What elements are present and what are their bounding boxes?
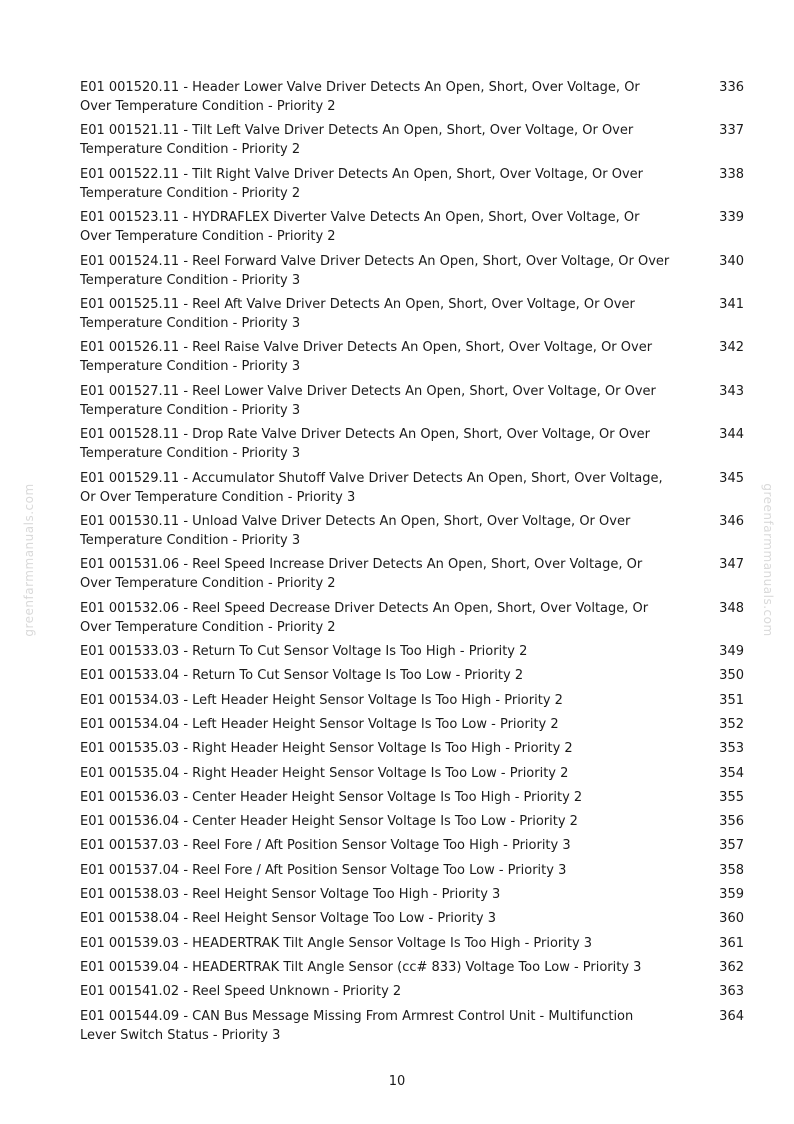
toc-entry-title: E01 001529.11 - Accumulator Shutoff Valve Driver Detects An Open, Short, Over Voltage, Or Over Temperature Condition - Priority 3 — [80, 470, 663, 505]
toc-entry-title: E01 001526.11 - Reel Raise Valve Driver Detects An Open, Short, Over Voltage, Or Over Temperature Condition - Priority 3 — [80, 340, 653, 375]
toc-entry-page: 364 — [719, 1008, 744, 1024]
toc-entry-page: 344 — [719, 427, 744, 443]
toc-entry[interactable] — [80, 425, 744, 468]
toc-entry-title: E01 001534.03 - Left Header Height Sensor Voltage Is Too High - Priority 2 — [80, 692, 563, 708]
toc-entry[interactable] — [80, 78, 744, 121]
toc-entry-title: E01 001534.04 - Left Header Height Sensor Voltage Is Too Low - Priority 2 — [80, 716, 559, 732]
toc-entry[interactable] — [80, 382, 744, 425]
toc-entry-title: E01 001537.04 - Reel Fore / Aft Position Sensor Voltage Too Low - Priority 3 — [80, 862, 567, 878]
toc-entry-title: E01 001527.11 - Reel Lower Valve Driver Detects An Open, Short, Over Voltage, Or Over Temperature Condition - Priority 3 — [80, 383, 656, 418]
toc-entry-page: 350 — [719, 668, 744, 684]
toc-entry-title: E01 001539.04 - HEADERTRAK Tilt Angle Sensor (cc# 833) Voltage Too Low - Priority 3 — [80, 959, 642, 975]
toc-entry-page: 354 — [719, 765, 744, 781]
toc-entry-page: 341 — [719, 296, 744, 312]
toc-entry[interactable] — [80, 1007, 744, 1050]
toc-entry-page: 343 — [719, 383, 744, 399]
toc-entry-title: E01 001525.11 - Reel Aft Valve Driver Detects An Open, Short, Over Voltage, Or Over Temperature Condition - Priority 3 — [80, 296, 635, 331]
toc-entry-title: E01 001538.04 - Reel Height Sensor Voltage Too Low - Priority 3 — [80, 911, 497, 927]
toc-entry[interactable] — [80, 764, 744, 788]
toc-entry-title: E01 001539.03 - HEADERTRAK Tilt Angle Sensor Voltage Is Too High - Priority 3 — [80, 935, 593, 951]
toc-entry[interactable] — [80, 982, 744, 1006]
page-number: 10 — [388, 1074, 406, 1089]
toc-entry-page: 360 — [719, 911, 744, 927]
toc-entry-title: E01 001535.03 - Right Header Height Sensor Voltage Is Too High - Priority 2 — [80, 741, 573, 757]
toc-entry[interactable] — [80, 958, 744, 982]
toc-entry-title: E01 001530.11 - Unload Valve Driver Detects An Open, Short, Over Voltage, Or Over Temperature Condition - Priority 3 — [80, 513, 631, 548]
toc-entry-page: 353 — [719, 741, 744, 757]
toc-entry-title: E01 001524.11 - Reel Forward Valve Driver Detects An Open, Short, Over Voltage, Or Over Temperature Condition - Priority 3 — [80, 253, 670, 288]
toc-entry-page: 352 — [719, 716, 744, 732]
toc-entry[interactable] — [80, 812, 744, 836]
toc-entry-title: E01 001533.04 - Return To Cut Sensor Voltage Is Too Low - Priority 2 — [80, 668, 524, 684]
toc-entry-title: E01 001541.02 - Reel Speed Unknown - Priority 2 — [80, 984, 402, 1000]
toc-entry[interactable] — [80, 295, 744, 338]
toc-entry-page: 345 — [719, 470, 744, 486]
toc-entry[interactable] — [80, 861, 744, 885]
toc-entry-page: 349 — [719, 644, 744, 660]
toc-entry-page: 346 — [719, 513, 744, 529]
toc-entry-page: 339 — [719, 210, 744, 226]
toc-entry-title: E01 001522.11 - Tilt Right Valve Driver Detects An Open, Short, Over Voltage, Or Over Temperature Condition - Priority 2 — [80, 166, 643, 201]
toc-entry[interactable] — [80, 555, 744, 598]
toc-entry-page: 351 — [719, 692, 744, 708]
toc-entry-page: 340 — [719, 253, 744, 269]
toc-entry-page: 362 — [719, 959, 744, 975]
toc-entry-page: 336 — [719, 80, 744, 95]
toc-entry-title: E01 001531.06 - Reel Speed Increase Driver Detects An Open, Short, Over Voltage, Or Over Temperature Condition - Priority 2 — [80, 557, 643, 592]
toc-entry[interactable] — [80, 836, 744, 860]
toc-entry-title: E01 001538.03 - Reel Height Sensor Voltage Too High - Priority 3 — [80, 887, 501, 903]
toc-entry-page: 338 — [719, 166, 744, 182]
toc-entry[interactable] — [80, 338, 744, 381]
toc-entry-title: E01 001532.06 - Reel Speed Decrease Driver Detects An Open, Short, Over Voltage, Or Over Temperature Condition - Priority 2 — [80, 600, 649, 635]
toc-entry-page: 361 — [719, 935, 744, 951]
watermark-right: greenfarmmanuals.com — [761, 483, 775, 637]
toc-entry-title: E01 001537.03 - Reel Fore / Aft Position Sensor Voltage Too High - Priority 3 — [80, 838, 571, 854]
toc-entry[interactable] — [80, 512, 744, 555]
toc-entry[interactable] — [80, 691, 744, 715]
toc-entry-title: E01 001528.11 - Drop Rate Valve Driver Detects An Open, Short, Over Voltage, Or Over Temperature Condition - Priority 3 — [80, 427, 650, 462]
toc-entry-title: E01 001533.03 - Return To Cut Sensor Voltage Is Too High - Priority 2 — [80, 644, 528, 660]
toc-entry[interactable] — [80, 599, 744, 642]
toc-entry[interactable] — [80, 715, 744, 739]
toc-entry[interactable] — [80, 934, 744, 958]
toc-entry-page: 358 — [719, 862, 744, 878]
toc-entry-page: 363 — [719, 984, 744, 1000]
toc-entry-page: 357 — [719, 838, 744, 854]
toc-entry-title: E01 001536.03 - Center Header Height Sensor Voltage Is Too High - Priority 2 — [80, 789, 583, 805]
toc-entry-title: E01 001535.04 - Right Header Height Sensor Voltage Is Too Low - Priority 2 — [80, 765, 569, 781]
toc-entry[interactable] — [80, 165, 744, 208]
toc-entry[interactable] — [80, 121, 744, 164]
toc-entry[interactable] — [80, 252, 744, 295]
toc-entry-title: E01 001520.11 - Header Lower Valve Driver Detects An Open, Short, Over Voltage, Or Over Temperature Condition - Priority 2 — [80, 80, 640, 114]
toc-entry[interactable] — [80, 788, 744, 812]
toc-entry[interactable] — [80, 642, 744, 666]
toc-entry-page: 337 — [719, 123, 744, 139]
toc-entry-page: 356 — [719, 814, 744, 830]
toc-entry[interactable] — [80, 909, 744, 933]
toc-entry-title: E01 001544.09 - CAN Bus Message Missing From Armrest Control Unit - Multifunction Lever Switch Status - Priority 3 — [80, 1008, 634, 1043]
watermark-left: greenfarmmanuals.com — [22, 483, 36, 637]
toc-entry[interactable] — [80, 739, 744, 763]
toc-entry-page: 342 — [719, 340, 744, 356]
toc-entry-page: 359 — [719, 887, 744, 903]
toc-entry-title: E01 001521.11 - Tilt Left Valve Driver Detects An Open, Short, Over Voltage, Or Over Temperature Condition - Priority 2 — [80, 123, 634, 158]
toc-entry-page: 348 — [719, 600, 744, 616]
toc-entry[interactable] — [80, 666, 744, 690]
toc-list — [80, 78, 744, 1050]
toc-entry-page: 347 — [719, 557, 744, 573]
toc-entry-title: E01 001523.11 - HYDRAFLEX Diverter Valve Detects An Open, Short, Over Voltage, Or Over Temperature Condition - Priority 2 — [80, 210, 640, 245]
toc-entry[interactable] — [80, 469, 744, 512]
toc-entry[interactable] — [80, 208, 744, 251]
toc-entry[interactable] — [80, 885, 744, 909]
toc-entry-title: E01 001536.04 - Center Header Height Sensor Voltage Is Too Low - Priority 2 — [80, 814, 578, 830]
toc-entry-page: 355 — [719, 789, 744, 805]
